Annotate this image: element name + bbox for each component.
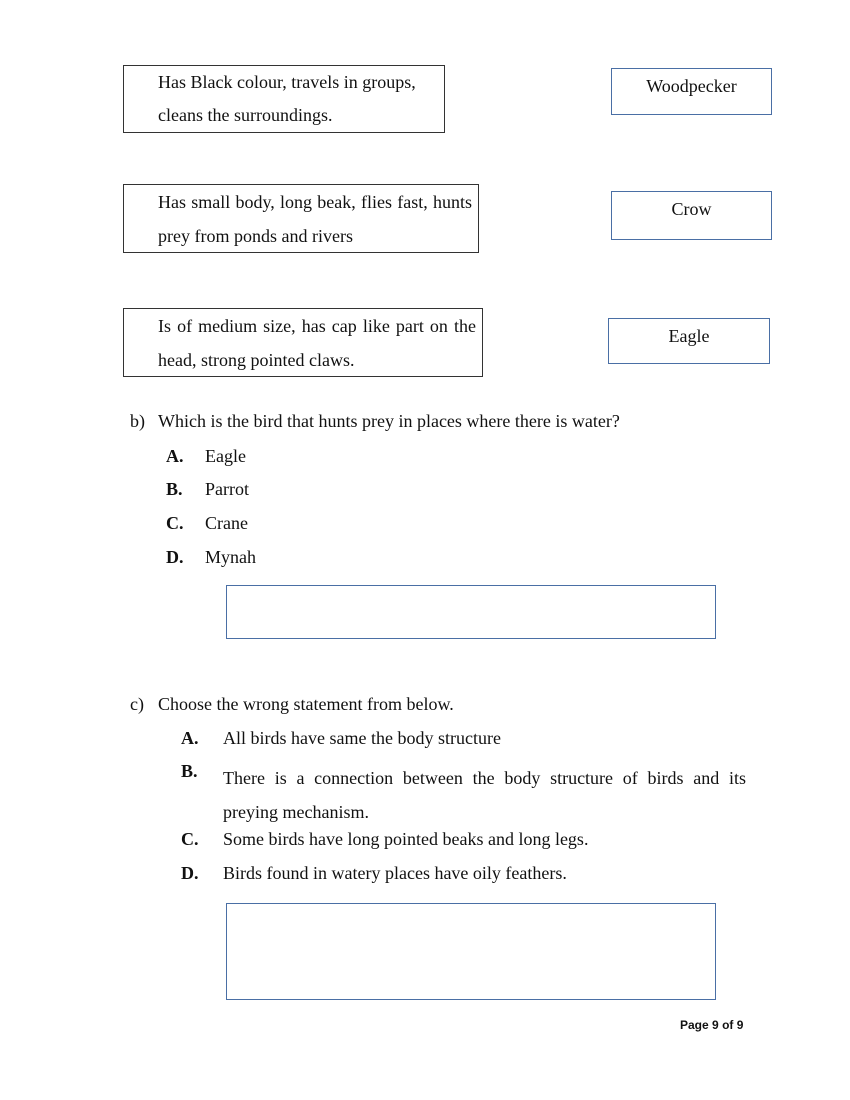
description-text-1: Has Black colour, travels in groups, cleans the surroundings. [158, 72, 416, 125]
question-c-option-b-text: There is a connection between the body structure of birds and its preying mechanism. [223, 768, 746, 822]
description-box-3 [123, 308, 483, 377]
question-c-text: Choose the wrong statement from below. [158, 694, 454, 714]
current-page: 9 [712, 1018, 719, 1032]
description-box-2 [123, 184, 479, 253]
page-number [680, 1018, 743, 1032]
question-c-option-c-text: Some birds have long pointed beaks and long legs. [223, 829, 589, 849]
question-b-text: Which is the bird that hunts prey in places where there is water? [158, 411, 620, 431]
page-word: Page [680, 1018, 709, 1032]
question-c-answer-box[interactable] [226, 903, 716, 1000]
question-b-option-d-letter: D. [166, 547, 184, 567]
question-b-option-d-text: Mynah [205, 547, 256, 567]
question-c-option-a-text: All birds have same the body structure [223, 728, 501, 748]
question-c-option-d-text: Birds found in watery places have oily feathers. [223, 863, 567, 883]
description-text-3: Is of medium size, has cap like part on the head, strong pointed claws. [158, 316, 476, 370]
question-c-label: c) [130, 694, 144, 714]
question-b-option-a-letter: A. [166, 446, 184, 466]
description-text-2: Has small body, long beak, flies fast, hunts prey from ponds and rivers [158, 192, 472, 246]
question-b-option-c-text: Crane [205, 513, 248, 533]
bird-name-3: Eagle [668, 326, 710, 346]
description-box-1 [123, 65, 445, 133]
question-c-option-d-letter: D. [181, 863, 199, 883]
bird-name-1: Woodpecker [646, 76, 737, 96]
total-pages: 9 [736, 1018, 744, 1032]
question-c-option-b-letter: B. [181, 761, 198, 781]
of-word: of [722, 1018, 734, 1032]
bird-box-eagle [608, 318, 770, 364]
question-b-option-b-text: Parrot [205, 479, 249, 499]
question-b-option-b-letter: B. [166, 479, 183, 499]
bird-name-2: Crow [671, 199, 712, 219]
question-c-option-a-letter: A. [181, 728, 199, 748]
question-b-option-c-letter: C. [166, 513, 184, 533]
question-b-answer-box[interactable] [226, 585, 716, 639]
bird-box-crow [611, 191, 772, 240]
bird-box-woodpecker [611, 68, 772, 115]
question-c-option-c-letter: C. [181, 829, 199, 849]
question-b-label: b) [130, 411, 145, 431]
question-b-option-a-text: Eagle [205, 446, 246, 466]
